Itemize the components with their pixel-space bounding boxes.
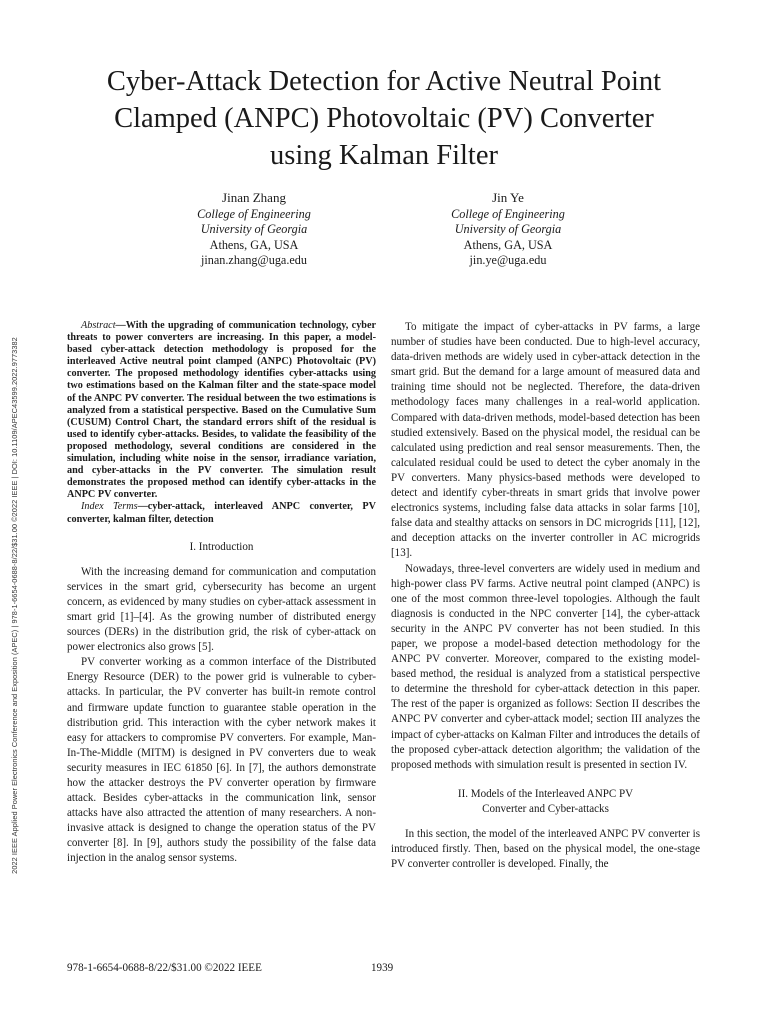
page-number: 1939 (371, 962, 394, 974)
paragraph: PV converter working as a common interface of the Distributed Energy Resource (DER) to the power grid is vulnerable to cyber-attacks. In particular, the PV converter has built-in remote control and firmware update function to guarantee stable operation in the distribution grid. This interaction with the cyber network makes it easy for attackers to compromise PV converters. For example, Man-In-The-Middle (MITM) is designed in PV converters due to weak security measures in IEC 61850 [6]. In [7], the authors demonstrate how the attacker destroys the PV converter operation by firmware attack. Besides cyber-attacks in the communication link, sensor attacks have also attracted the attention of many researchers. A non-invasive attack is designed to change the operation status of the PV converter [8]. In [9], authors study the possibility of the false data injection in the analog sensor systems. (67, 656, 376, 865)
abstract-text: —With the upgrading of communication technology, cyber threats to power converters are increasing. In this paper, a model-based cyber-attack detection methodology is proposed for the interleaved Active neutral point clamped (ANPC) Photovoltaic (PV) converter. The proposed methodology identifies cyber-attacks using two estimations based on the Kalman filter and the state-space model of the ANPC PV converter. The residual between the two estimations is analyzed from a statistical perspective. Based on the Cumulative Sum (CUSUM) Control Chart, the standard errors shift of the residual is used to identify cyber-attacks. Besides, to validate the feasibility of the proposed methodology, several conditions are considered in the simulation, including white noise in the sensor, irradiance variation, and cyber-attacks in the PV converter. The simulation result demonstrates the proposed method can identify cyber-attacks in the ANPC PV converter. (67, 320, 376, 501)
section-heading-line-1: II. Models of the Interleaved ANPC PV (457, 787, 634, 800)
paper-title (60, 63, 708, 174)
title-line-2: Clamped (ANPC) Photovoltaic (PV) Converter (114, 103, 654, 134)
doi-sidebar-text: 2022 IEEE Applied Power Electronics Conference and Exposition (APEC) | 978-1-6654-0688-8/22/$31.00 ©2022 IEEE | DOI: 10.1109/APEC43599.2022.9773382 (9, 336, 19, 874)
author-block-1 (124, 190, 384, 269)
paragraph: To mitigate the impact of cyber-attacks in PV farms, a large number of studies have been conducted. Due to high-level accuracy, data-driven methods are widely used in cyber-attack detection in the smart grid. But the demand for a large amount of measured data and training time should not be neglected. Therefore, the data-driven methodology faces many challenges in a real-world application. Compared with data-driven methods, model-based detection has been studied extensively. Based on the physical model, the residual can be calculated using prediction and real sensor measurements. Then, the calculated residual could be used to detect the cyber anomaly in the PV converters. Many physics-based methods were developed to detect and identify cyber-threats in smart grids that involve power electronics systems, including false data attacks in solar farms [10], false data and stealthy attacks on sensors in DC microgrids [11], [12], and deception attacks on the inverter controller in AC microgrids [13]. (391, 321, 700, 560)
author-name: Jinan Zhang (222, 190, 286, 205)
left-column (67, 320, 376, 867)
index-terms-text: —cyber-attack, interleaved ANPC converter, PV converter, kalman filter, detection (67, 501, 376, 525)
title-line-1: Cyber-Attack Detection for Active Neutral Point (106, 66, 662, 97)
section-heading-line-2: Converter and Cyber-attacks (482, 802, 609, 815)
author-university: University of Georgia (454, 222, 562, 237)
section-heading-models (391, 787, 700, 817)
title-line-3: using Kalman Filter (270, 140, 498, 171)
author-university: University of Georgia (200, 222, 308, 237)
doi-sidebar (7, 270, 21, 940)
index-terms (67, 501, 376, 525)
author-block-2 (378, 190, 638, 269)
author-dept: College of Engineering (451, 206, 565, 221)
author-email: jin.ye@uga.edu (469, 253, 547, 268)
index-terms-label: Index Terms (81, 501, 138, 513)
author-dept: College of Engineering (197, 206, 311, 221)
paragraph: In this section, the model of the interleaved ANPC PV converter is introduced firstly. Then, based on the physical model, the one-stage PV converter controller is developed. Finally, the (391, 828, 700, 871)
abstract-label: Abstract (81, 320, 116, 331)
author-name: Jin Ye (492, 190, 524, 205)
abstract (67, 320, 376, 501)
section-heading-introduction: I. Introduction (189, 540, 254, 553)
author-location: Athens, GA, USA (209, 237, 299, 252)
footer-isbn: 978-1-6654-0688-8/22/$31.00 ©2022 IEEE (67, 962, 262, 974)
right-column (391, 320, 700, 872)
paragraph: With the increasing demand for communication and computation services in the smart grid, cybersecurity has become an urgent concern, as evidenced by many studies on cyber-attack assessment in smart grid [1]–[4]. As the growing number of distributed energy sources (DERs) in the distribution grid, the risk of cyber-attack on power electronics also grows [5]. (67, 565, 376, 654)
author-location: Athens, GA, USA (463, 237, 553, 252)
author-email: jinan.zhang@uga.edu (201, 253, 307, 268)
paragraph: Nowadays, three-level converters are widely used in medium and high-power class PV farms. Active neutral point clamped (ANPC) is one of the most common three-level topologies. Although the fault diagnosis is conducted in the NPC converter [14], the cyber-attack security in the ANPC PV converter has not been studied. In this paper, we propose a model-based detection methodology for the ANPC PV converter. Moreover, compared to the existing model-based method, the residual is analyzed from a statistical perspective to determine the threshold for cyber-attack detection in this paper. The rest of the paper is organized as follows: Section II describes the ANPC PV converter and cyber-attack model; section III analyzes the impact of cyber-attacks on Kalman Filter and introduces the details of the proposed cyber-attack detection algorithm; the validation of the proposed methods with simulation result is presented in section IV. (391, 562, 700, 771)
